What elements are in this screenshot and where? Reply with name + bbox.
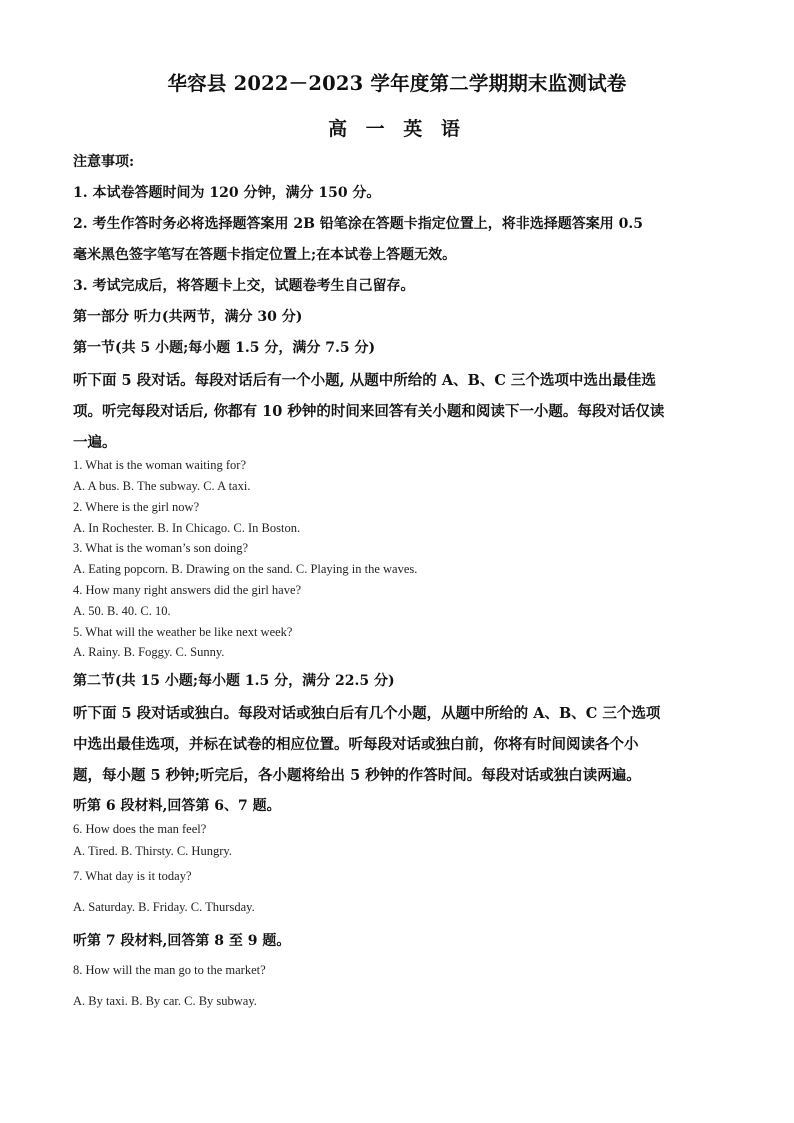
question-text: 8. How will the man go to the market? bbox=[73, 963, 266, 977]
section1-heading: 第一节(共 5 小题;每小题 1.5 分，满分 7.5 分) bbox=[73, 340, 376, 356]
section1-instruction: 项。听完每段对话后, 你都有 10 秒钟的时间来回答有关小题和阅读下一小题。每段对话仅读 bbox=[73, 403, 665, 420]
part1-heading: 第一部分 听力(共两节，满分 30 分) bbox=[73, 309, 303, 325]
question-text: 2. Where is the girl now? bbox=[73, 500, 200, 514]
question-options: A. Saturday. B. Friday. C. Thursday. bbox=[73, 900, 255, 914]
question-text: 1. What is the woman waiting for? bbox=[73, 458, 246, 472]
section2-instruction: 题，每小题 5 秒钟;听完后，各小题将给出 5 秒钟的作答时间。每段对话或独白读两遍。 bbox=[73, 767, 641, 784]
section2-heading: 第二节(共 15 小题;每小题 1.5 分，满分 22.5 分) bbox=[73, 673, 395, 689]
notice-item: 2. 考生作答时务必将选择题答案用 2B 铅笔涂在答题卡指定位置上，将非选择题答案用 0.5 bbox=[73, 216, 644, 232]
section1-instruction: 听下面 5 段对话。每段对话后有一个小题, 从题中所给的 A、B、C 三个选项中选出最佳选 bbox=[73, 372, 656, 389]
question-options: A. In Rochester. B. In Chicago. C. In Boston. bbox=[73, 521, 301, 535]
section1-instruction: 一遍。 bbox=[73, 434, 117, 451]
section2-instruction: 中选出最佳选项，并标在试卷的相应位置。听每段对话或独白前，你将有时间阅读各个小 bbox=[73, 736, 639, 753]
notice-item: 3. 考试完成后，将答题卡上交，试题卷考生自己留存。 bbox=[73, 278, 415, 294]
subject-title: 高 一 英 语 bbox=[328, 118, 466, 140]
question-options: A. 50. B. 40. C. 10. bbox=[73, 604, 171, 618]
question-options: A. Rainy. B. Foggy. C. Sunny. bbox=[73, 645, 225, 659]
question-options: A. Tired. B. Thirsty. C. Hungry. bbox=[73, 844, 232, 858]
question-options: A. By taxi. B. By car. C. By subway. bbox=[73, 994, 257, 1008]
material-heading: 听第 6 段材料,回答第 6、7 题。 bbox=[73, 798, 281, 814]
question-options: A. Eating popcorn. B. Drawing on the sand. C. Playing in the waves. bbox=[73, 562, 418, 576]
exam-title: 华容县 2022－2023 学年度第二学期期末监测试卷 bbox=[167, 72, 627, 95]
notice-heading: 注意事项: bbox=[73, 154, 135, 170]
notice-item: 1. 本试卷答题时间为 120 分钟，满分 150 分。 bbox=[73, 185, 381, 201]
section2-instruction: 听下面 5 段对话或独白。每段对话或独白后有几个小题，从题中所给的 A、B、C 三个选项 bbox=[73, 705, 661, 722]
material-heading: 听第 7 段材料,回答第 8 至 9 题。 bbox=[73, 933, 291, 949]
question-text: 6. How does the man feel? bbox=[73, 822, 207, 836]
question-text: 7. What day is it today? bbox=[73, 869, 192, 883]
notice-item: 毫米黑色签字笔写在答题卡指定位置上;在本试卷上答题无效。 bbox=[73, 247, 457, 263]
question-text: 4. How many right answers did the girl have? bbox=[73, 583, 302, 597]
question-text: 5. What will the weather be like next week? bbox=[73, 625, 293, 639]
question-text: 3. What is the woman’s son doing? bbox=[73, 541, 249, 555]
question-options: A. A bus. B. The subway. C. A taxi. bbox=[73, 479, 251, 493]
